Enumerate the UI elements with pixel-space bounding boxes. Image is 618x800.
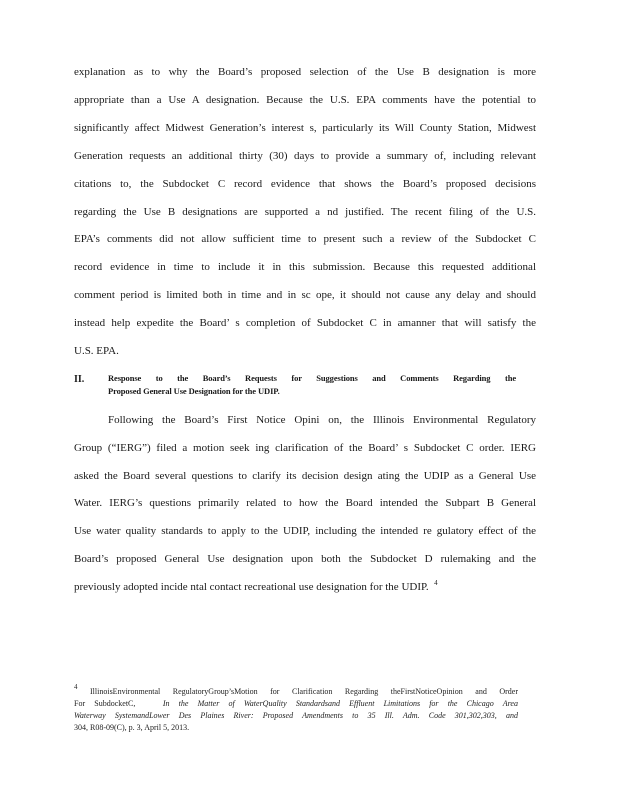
footnote-text: IllinoisEnvironmental RegulatoryGroup’sMotion for Clarification Regarding theFirstNoticeOpinion and Order <box>90 687 518 696</box>
text-line: appropriate than a Use A designation. Because the U.S. EPA comments have the potential to <box>74 94 536 106</box>
text-line: Group (“IERG”) filed a motion seek ing clarification of the Board’ s Subdocket C order. IERG <box>74 442 536 454</box>
section-heading-line: Proposed General Use Designation for the UDIP. <box>108 386 280 396</box>
section-number: II. <box>74 374 85 385</box>
section-heading-line: Response to the Board’s Requests for Suggestions and Comments Regarding the <box>108 373 516 383</box>
text-line: asked the Board several questions to clarify its decision design ating the UDIP as a General Use <box>74 470 536 482</box>
text-line: instead help expedite the Board’ s completion of Subdocket C in amanner that will satisfy the <box>74 317 536 329</box>
text-line: Generation requests an additional thirty (30) days to provide a summary of, including relevant <box>74 150 536 162</box>
text-line: EPA’s comments did not allow sufficient time to present such a review of the Subdocket C <box>74 233 536 245</box>
footnote-text: For SubdocketC, <box>74 699 136 708</box>
text-line: regarding the Use B designations are supported a nd justified. The recent filing of the U.S. <box>74 206 536 218</box>
footnote-line: Waterway SystemandLower Des Plaines River: Proposed Amendments to 35 Ill. Adm. Code 301,302,303, and <box>74 711 518 720</box>
footnote-line: 304, R08-09(C), p. 3, April 5, 2013. <box>74 723 190 732</box>
text-line-content: previously adopted incide ntal contact recreational use designation for the UDIP. <box>74 581 429 593</box>
footnote-line <box>74 698 518 709</box>
text-line: citations to, the Subdocket C record evidence that shows the Board’s proposed decisions <box>74 178 536 190</box>
text-line: comment period is limited both in time and in sc ope, it should not cause any delay and should <box>74 289 536 301</box>
text-line: significantly affect Midwest Generation’s interest s, particularly its Will County Station, Midwest <box>74 122 536 134</box>
text-line: Following the Board’s First Notice Opini on, the Illinois Environmental Regulatory <box>108 414 536 426</box>
footnote-reference[interactable]: 4 <box>434 579 438 587</box>
text-line: Use water quality standards to apply to the UDIP, including the intended re gulatory effect of the <box>74 525 536 537</box>
text-line: Water. IERG’s questions primarily related to how the Board intended the Subpart B General <box>74 497 536 509</box>
text-line: U.S. EPA. <box>74 345 119 357</box>
footnote-marker: 4 <box>74 683 78 691</box>
text-line: record evidence in time to include it in this submission. Because this requested additional <box>74 261 536 273</box>
text-line <box>74 581 536 594</box>
footnote-case-title: In the Matter of WaterQuality Standardsand Effluent Limitations for the Chicago Area <box>162 699 518 708</box>
text-line: Board’s proposed General Use designation upon both the Subdocket D rulemaking and the <box>74 553 536 565</box>
footnote-line <box>74 683 518 697</box>
text-line: explanation as to why the Board’s proposed selection of the Use B designation is more <box>74 66 536 78</box>
